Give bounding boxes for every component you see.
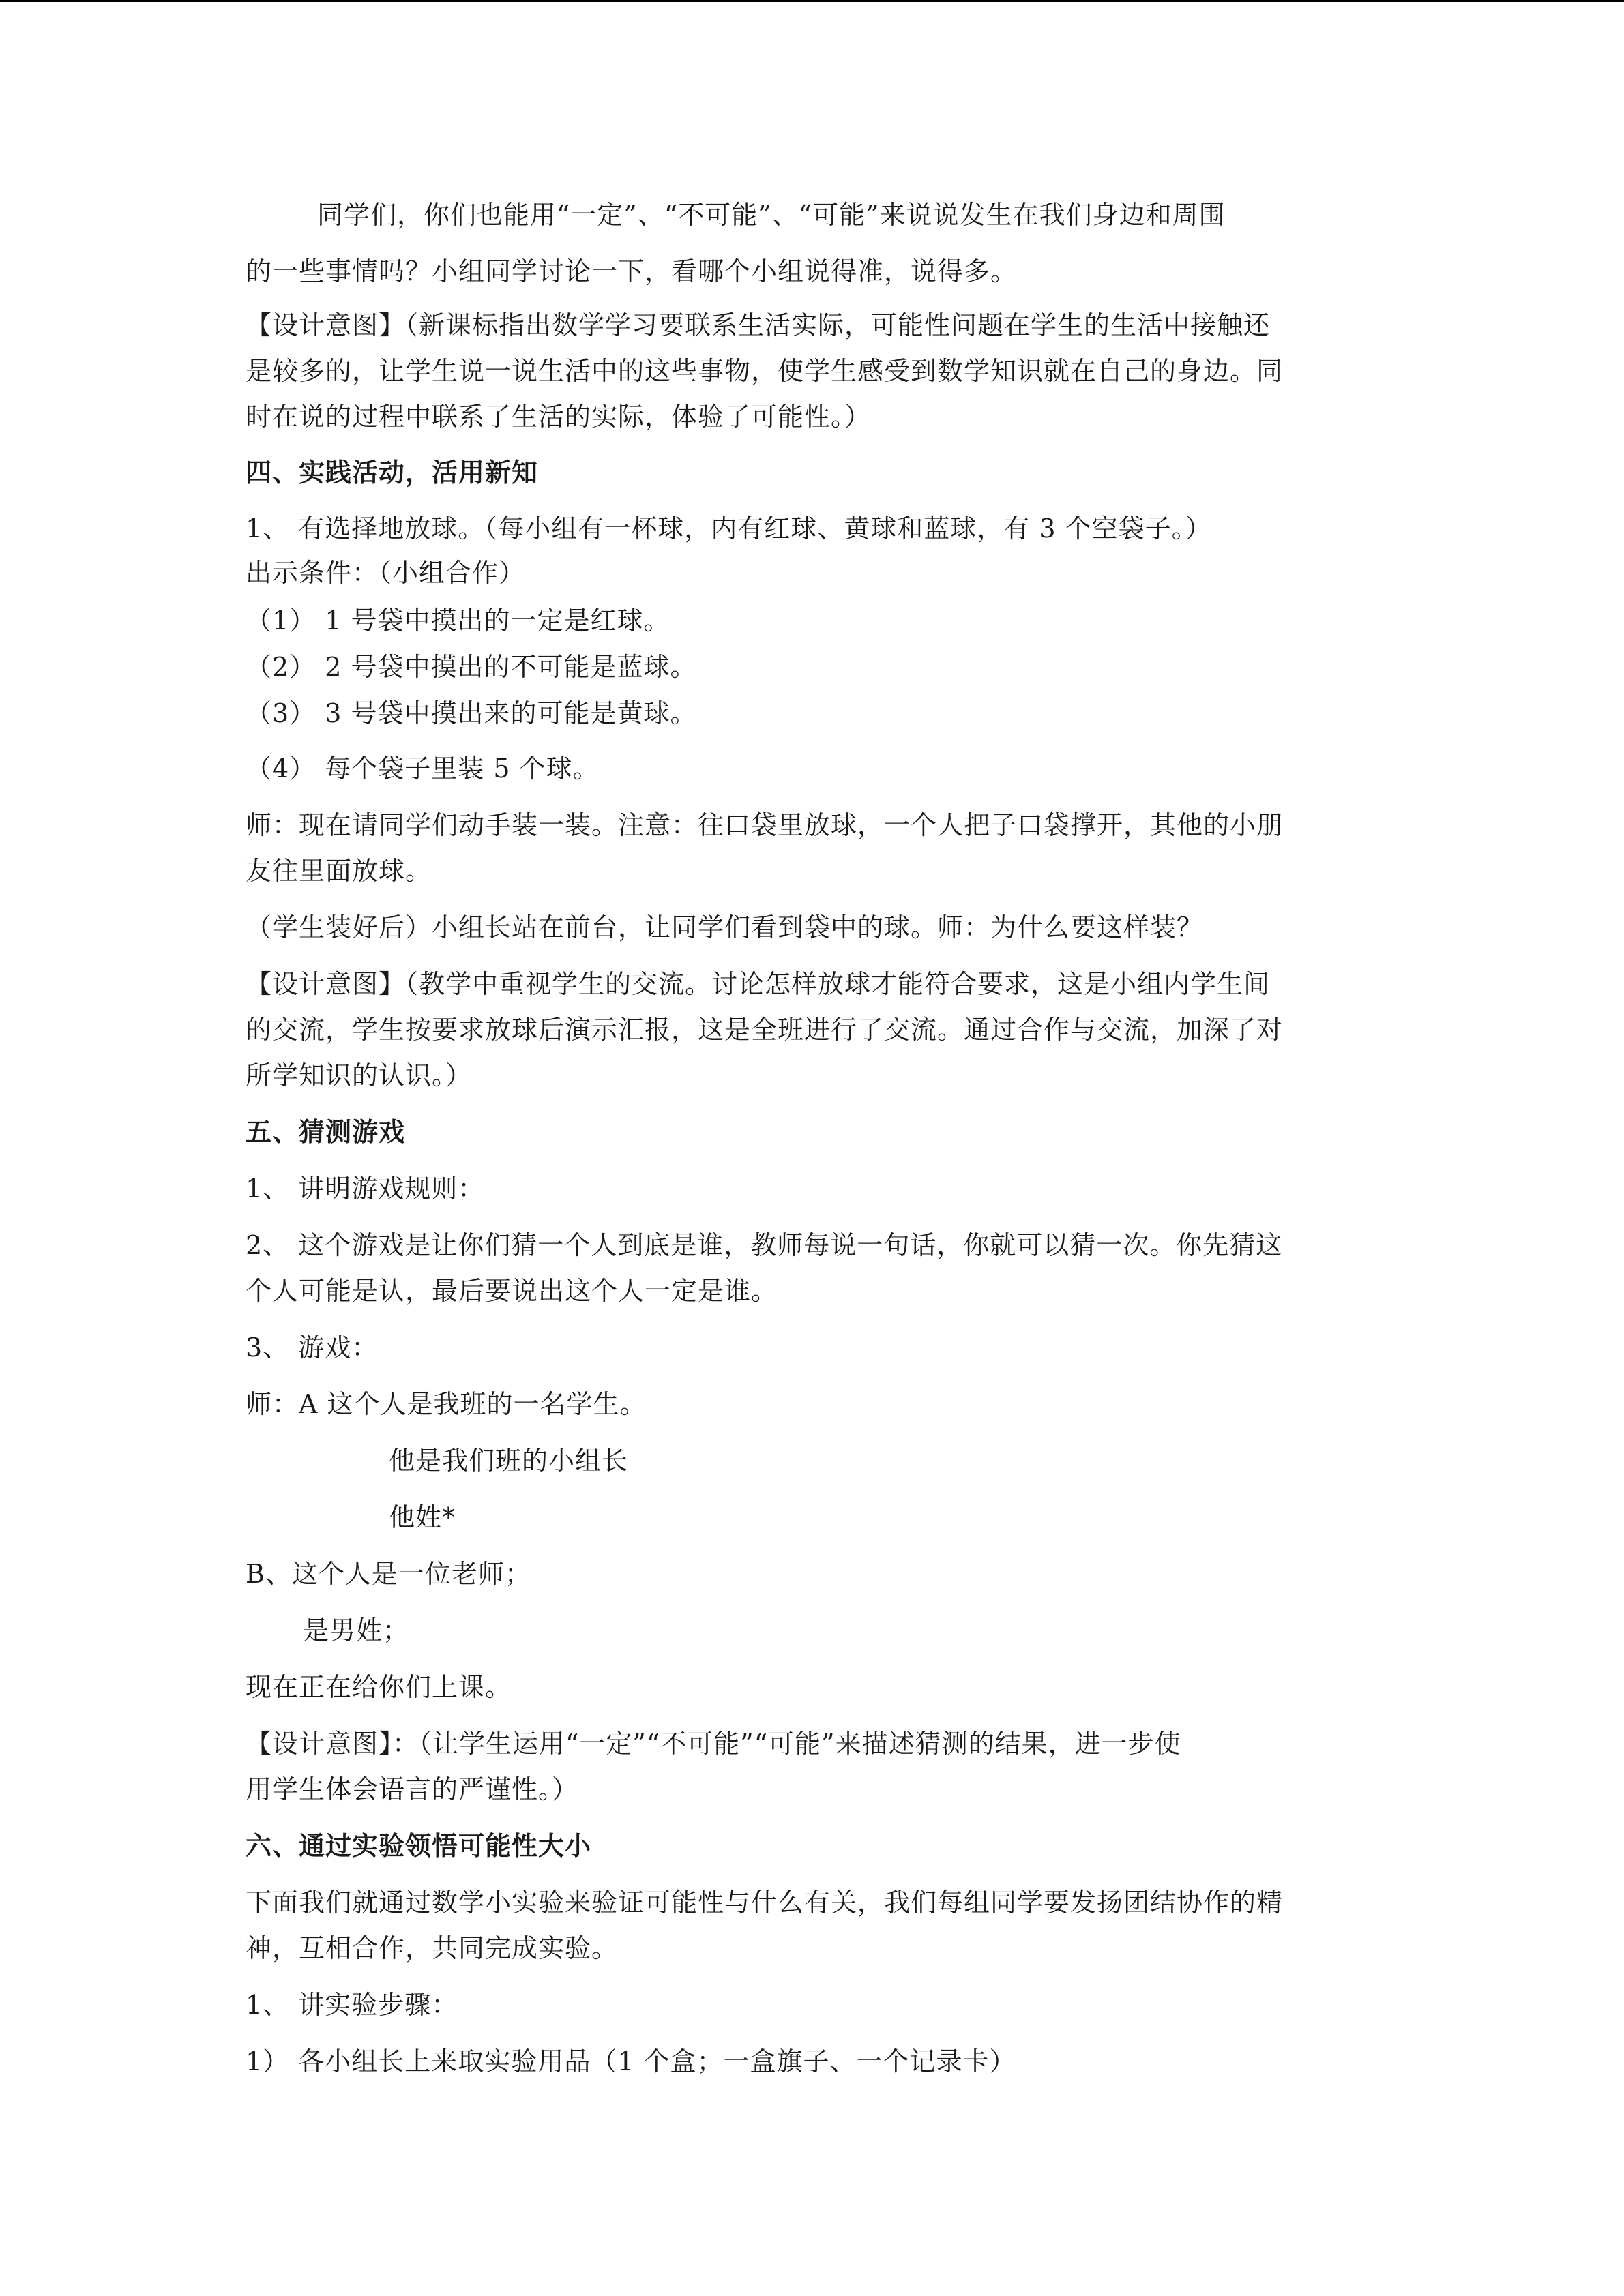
paragraph-line: 他是我们班的小组长 (389, 1446, 629, 1476)
list-item: （1） 1 号袋中摸出的一定是红球。 (246, 606, 670, 636)
page-top-border (0, 0, 1624, 2)
list-item: 3、 游戏： (246, 1332, 379, 1362)
paragraph-line: 所学知识的认识。） (246, 1060, 473, 1090)
paragraph-line: 下面我们就通过数学小实验来验证可能性与什么有关，我们每组同学要发扬团结协作的精 (246, 1888, 1284, 1918)
paragraph-line: （学生装好后）小组长站在前台，让同学们看到袋中的球。师：为什么要这样装？ (246, 912, 1204, 942)
paragraph-line: 用学生体会语言的严谨性。） (246, 1774, 579, 1804)
list-item: 1、 讲明游戏规则： (246, 1174, 485, 1204)
paragraph-line: 出示条件：（小组合作） (246, 558, 526, 588)
section-heading: 五、猜测游戏 (246, 1116, 406, 1147)
design-intent-line: 【设计意图】（教学中重视学生的交流。讨论怎样放球才能符合要求，这是小组内学生间 (246, 969, 1271, 999)
list-item: 1、 讲实验步骤： (246, 1990, 458, 2020)
paragraph-line: 现在正在给你们上课。 (246, 1672, 512, 1702)
design-intent-line: 【设计意图】（新课标指出数学学习要联系生活实际，可能性问题在学生的生活中接触还 (246, 310, 1271, 340)
paragraph-line: 个人可能是认，最后要说出这个人一定是谁。 (246, 1276, 778, 1306)
paragraph-line: 师：现在请同学们动手装一装。注意：往口袋里放球，一个人把子口袋撑开，其他的小朋 (246, 810, 1284, 840)
section-heading: 四、实践活动，活用新知 (246, 457, 539, 488)
list-item: （3） 3 号袋中摸出来的可能是黄球。 (246, 698, 697, 728)
list-item: 2、 这个游戏是让你们猜一个人到底是谁，教师每说一句话，你就可以猜一次。你先猜这 (246, 1230, 1283, 1260)
paragraph-line: 是男姓； (303, 1615, 410, 1645)
list-item: （4） 每个袋子里装 5 个球。 (246, 754, 600, 784)
section-heading: 六、通过实验领悟可能性大小 (246, 1830, 592, 1861)
list-item: 1） 各小组长上来取实验用品（1 个盒；一盒旗子、一个记录卡） (246, 2046, 1016, 2076)
paragraph-line: 友往里面放球。 (246, 856, 432, 886)
paragraph-line: B、这个人是一位老师； (246, 1559, 531, 1589)
paragraph-line: 的交流，学生按要求放球后演示汇报，这是全班进行了交流。通过合作与交流，加深了对 (246, 1015, 1284, 1045)
paragraph-line: 他姓* (389, 1502, 456, 1532)
paragraph-line: 同学们，你们也能用“一定”、“不可能”、“可能”来说说发生在我们身边和周围 (317, 200, 1226, 230)
paragraph-line: 的一些事情吗？小组同学讨论一下，看哪个小组说得准，说得多。 (246, 256, 1018, 286)
paragraph-line: 时在说的过程中联系了生活的实际，体验了可能性。） (246, 402, 872, 432)
design-intent-line: 【设计意图】：（让学生运用“一定”“不可能”“可能”来描述猜测的结果，进一步使 (246, 1729, 1181, 1759)
list-item: 1、 有选择地放球。（每小组有一杯球，内有红球、黄球和蓝球，有 3 个空袋子。） (246, 513, 1212, 543)
paragraph-line: 师：A 这个人是我班的一名学生。 (246, 1389, 647, 1419)
list-item: （2） 2 号袋中摸出的不可能是蓝球。 (246, 652, 697, 682)
paragraph-line: 神，互相合作，共同完成实验。 (246, 1933, 619, 1963)
paragraph-line: 是较多的，让学生说一说生活中的这些事物，使学生感受到数学知识就在自己的身边。同 (246, 356, 1284, 386)
